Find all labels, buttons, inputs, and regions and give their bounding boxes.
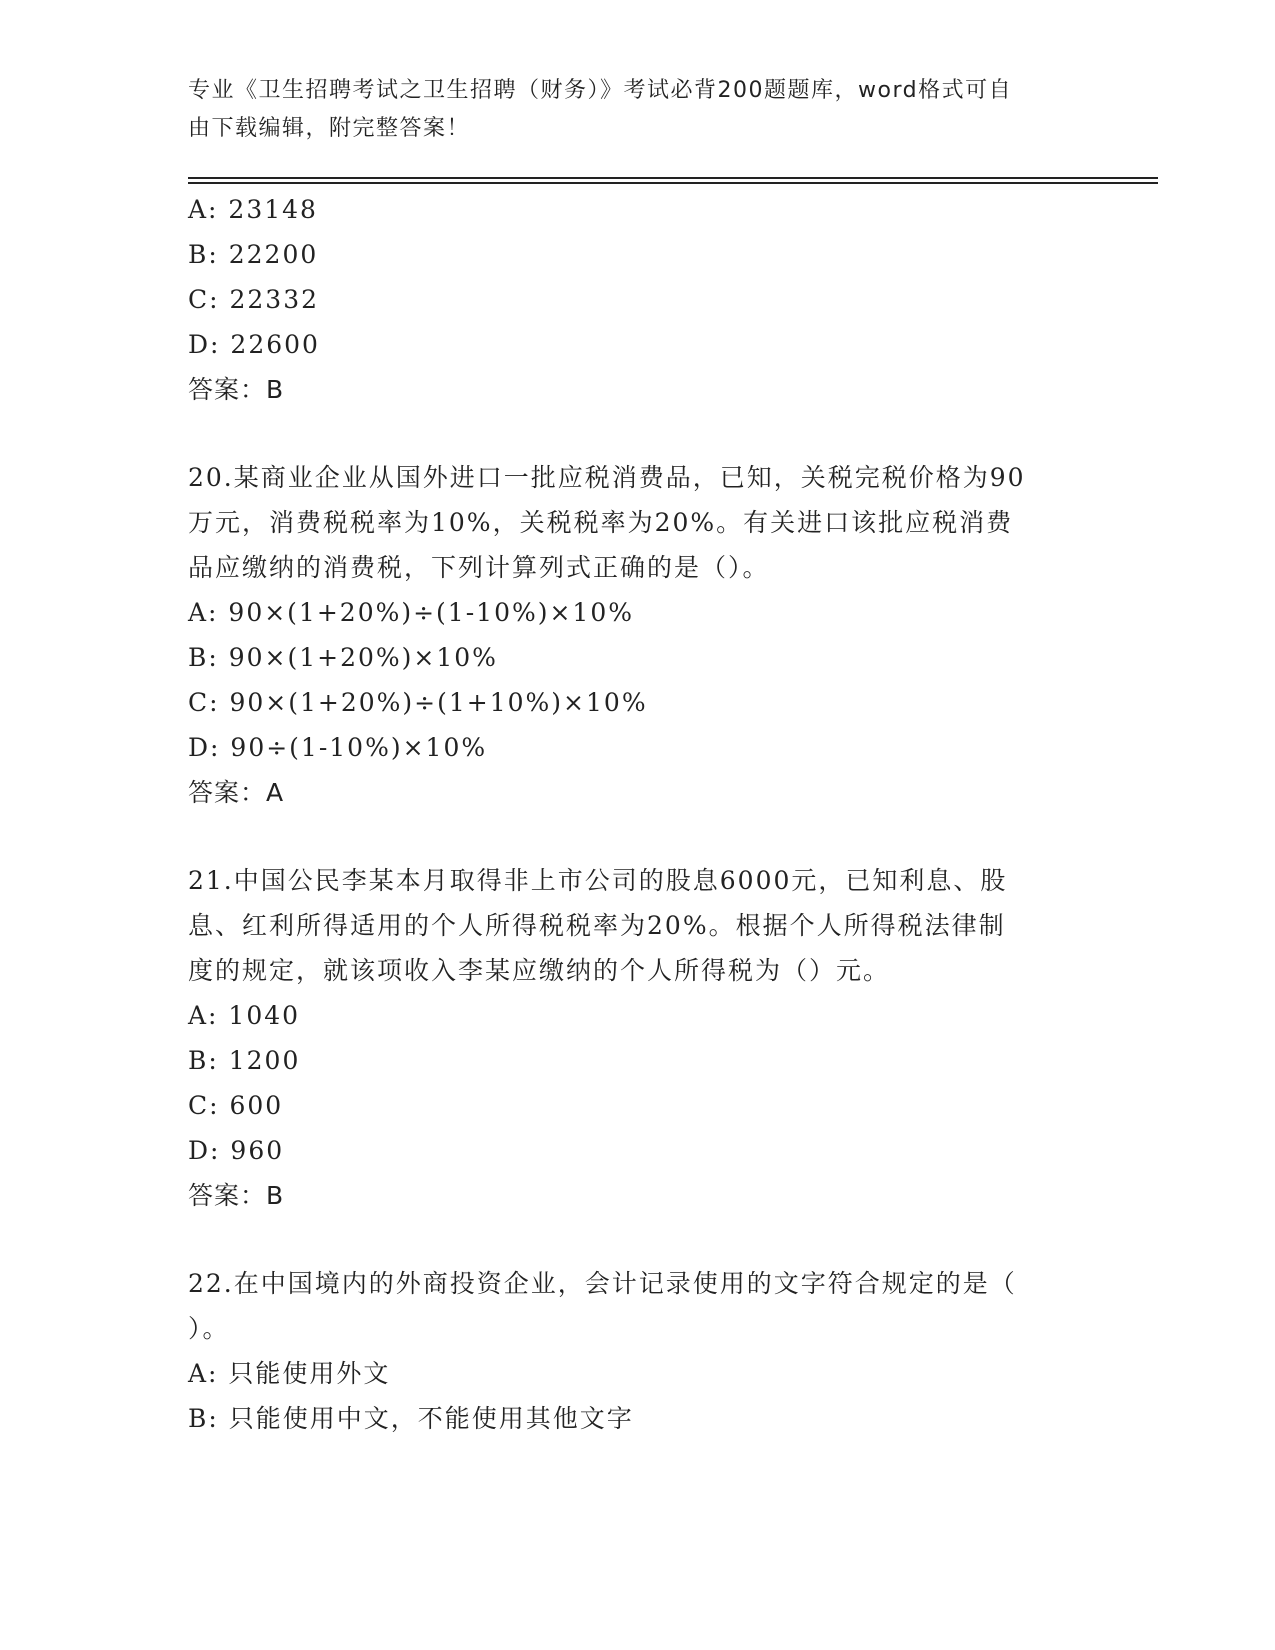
q22-option-a: A: 只能使用外文 [188, 1359, 391, 1388]
q21-answer: 答案：B [188, 1181, 285, 1210]
q21-option-d: D: 960 [188, 1136, 285, 1165]
q19-option-a: A: 23148 [188, 195, 318, 224]
q19-option-b: B: 22200 [188, 240, 319, 269]
q21-option-c: C: 600 [188, 1091, 284, 1120]
header-line-2: 由下载编辑，附完整答案！ [188, 116, 471, 141]
q20-option-c: C: 90×(1+20%)÷(1+10%)×10% [188, 688, 648, 717]
q20-answer: 答案：A [188, 778, 285, 807]
document-header [188, 72, 1088, 148]
q21-option-a: A: 1040 [188, 1001, 301, 1030]
q19-answer: 答案：B [188, 375, 285, 404]
q20-option-a: A: 90×(1+20%)÷(1-10%)×10% [188, 598, 634, 627]
header-divider-bottom [188, 182, 1158, 184]
q20-stem-line-3: 品应缴纳的消费税，下列计算列式正确的是（）。 [188, 553, 770, 582]
q19-option-d: D: 22600 [188, 330, 320, 359]
q20-stem-line-2: 万元，消费税税率为10%，关税税率为20%。有关进口该批应税消费 [188, 508, 1014, 537]
q20-stem-line-1: 20.某商业企业从国外进口一批应税消费品，已知，关税完税价格为90 [188, 463, 1026, 492]
q21-stem-line-1: 21.中国公民李某本月取得非上市公司的股息6000元，已知利息、股 [188, 866, 1008, 895]
header-line-1: 专业《卫生招聘考试之卫生招聘（财务）》考试必背200题题库，word格式可自 [188, 78, 1013, 103]
q21-option-b: B: 1200 [188, 1046, 301, 1075]
q22-stem-line-1: 22.在中国境内的外商投资企业，会计记录使用的文字符合规定的是（ [188, 1269, 1017, 1298]
q22-stem-line-2: ）。 [188, 1314, 230, 1343]
q20-option-d: D: 90÷(1-10%)×10% [188, 733, 488, 762]
q21-stem-line-3: 度的规定，就该项收入李某应缴纳的个人所得税为（）元。 [188, 956, 891, 985]
q20-option-b: B: 90×(1+20%)×10% [188, 643, 498, 672]
q19-option-c: C: 22332 [188, 285, 320, 314]
q22-option-b: B: 只能使用中文，不能使用其他文字 [188, 1404, 634, 1433]
q21-stem-line-2: 息、红利所得适用的个人所得税税率为20%。根据个人所得税法律制 [188, 911, 1006, 940]
header-divider-top [188, 177, 1158, 179]
